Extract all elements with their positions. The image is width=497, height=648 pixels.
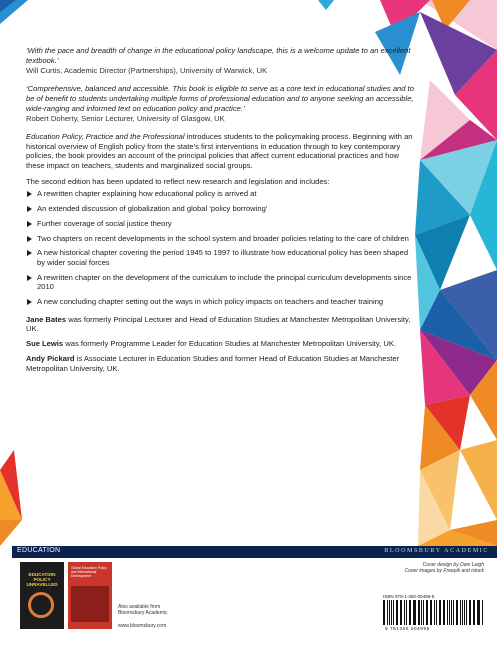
author-bio: Sue Lewis was formerly Programme Leader for Education Studies at Manchester Metropolitan University, UK. <box>26 339 396 349</box>
cover-text <box>26 46 418 378</box>
review-quote: ‘Comprehensive, balanced and accessible. This book is eligible to serve as a core text in educational studies and to be of benefit to students undertaking multiple forms of professional education and to anyone seeking an accessible, wide-ranging and informed text on education policy and practice.’ <box>26 84 414 113</box>
list-item: A new historical chapter covering the period 1945 to 1997 to illustrate how educational policy has been shaped by wider social forces <box>26 248 418 267</box>
barcode-bar <box>391 600 392 625</box>
publisher-website: www.bloomsbury.com <box>118 623 167 629</box>
deco-shape <box>318 0 334 10</box>
barcode-bar <box>451 600 452 625</box>
barcode-number: 9 781350 004995 <box>385 626 430 631</box>
triangle-bullet-icon <box>27 221 32 227</box>
barcode-bar <box>478 600 479 625</box>
author-bio: Andy Pickard is Associate Lecturer in Education Studies and former Head of Education Studies at Manchester Metropolitan University, UK. <box>26 353 400 373</box>
barcode-bar <box>421 600 422 625</box>
isbn-label: ISBN 978-1-350-00499-5 <box>383 594 435 599</box>
triangle-bullet-icon <box>27 191 32 197</box>
deco-shape <box>460 440 497 520</box>
cover-photo <box>71 586 109 622</box>
list-item: A new concluding chapter setting out the ways in which policy impacts on teachers and teacher training <box>26 297 418 307</box>
cover-credits: Cover design by Dani Leigh Cover images by Freepik and istock <box>404 562 484 575</box>
feature-list <box>26 189 418 306</box>
triangle-bullet-icon <box>27 236 32 242</box>
category-label: EDUCATION <box>17 547 61 554</box>
review-quote: ‘With the pace and breadth of change in the educational policy landscape, this is a welcome update to an excellent textbook.’ <box>26 46 411 65</box>
list-item: A rewritten chapter explaining how educational policy is arrived at <box>26 189 418 199</box>
barcode-icon <box>383 600 483 625</box>
barcode-bar <box>426 600 427 625</box>
deco-shape <box>0 520 22 546</box>
barcode-bar <box>447 600 448 625</box>
barcode-bar <box>431 600 432 625</box>
review-attribution: Will Curtis, Academic Director (Partnerships), University of Warwick, UK <box>26 66 268 76</box>
author-bio: Jane Bates was formerly Principal Lecturer and Head of Education Studies at Manchester Metropolitan University, UK. <box>26 314 411 334</box>
edition-intro: The second edition has been updated to reflect new research and legislation and includes: <box>26 176 330 186</box>
barcode-bar <box>410 600 411 625</box>
barcode-bar <box>404 600 405 625</box>
publisher-name: BLOOMSBURY ACADEMIC <box>384 548 489 554</box>
related-book-thumbnail <box>68 562 112 629</box>
book-description <box>26 132 418 171</box>
related-book-thumbnail <box>20 562 64 629</box>
category-band <box>12 546 497 558</box>
barcode-bar <box>453 600 454 625</box>
book-title: Education Policy, Practice and the Professional <box>26 131 185 141</box>
barcode-bar <box>396 600 397 625</box>
barcode-bar <box>464 600 465 625</box>
related-book-title: Global Education Policy and International Development <box>71 566 107 578</box>
barcode-bar <box>470 600 471 625</box>
list-item: Two chapters on recent developments in the school system and broader policies relating to the care of children <box>26 234 418 244</box>
barcode-bar <box>384 600 385 625</box>
triangle-bullet-icon <box>27 299 32 305</box>
barcode-bar <box>401 600 402 625</box>
list-item: An extended discussion of globalization and global ‘policy borrowing’ <box>26 204 418 214</box>
description-text: introduces students to the policymaking process. Beginning with an historical overview of English policy from the state’s first interventions in education through to key contemporary policies, the book provides an account of the principal policies that affect current educational practices and how these impact on teachers, students and marginalized social groups. <box>26 131 413 171</box>
barcode-bar <box>414 600 415 625</box>
triangle-bullet-icon <box>27 275 32 281</box>
triangle-bullet-icon <box>27 250 32 256</box>
barcode-bar <box>440 600 441 625</box>
barcode-bar <box>434 600 435 625</box>
review-attribution: Robert Doherty, Senior Lecturer, University of Glasgow, UK <box>26 114 225 124</box>
cover-ring-graphic <box>28 592 54 618</box>
list-item: Further coverage of social justice theory <box>26 219 418 229</box>
author-name: Andy Pickard <box>26 353 75 363</box>
barcode-bar <box>477 600 478 625</box>
list-item: A rewritten chapter on the development of the curriculum to include the principal curriculum developments since 2010 <box>26 273 418 292</box>
also-available: Also available from Bloomsbury Academic <box>118 604 168 616</box>
author-name: Sue Lewis <box>26 339 64 349</box>
triangle-bullet-icon <box>27 206 32 212</box>
barcode-bar <box>460 600 461 625</box>
related-book-title: EDUCATION POLICY UNRAVELLED <box>26 572 58 588</box>
author-name: Jane Bates <box>26 314 67 324</box>
